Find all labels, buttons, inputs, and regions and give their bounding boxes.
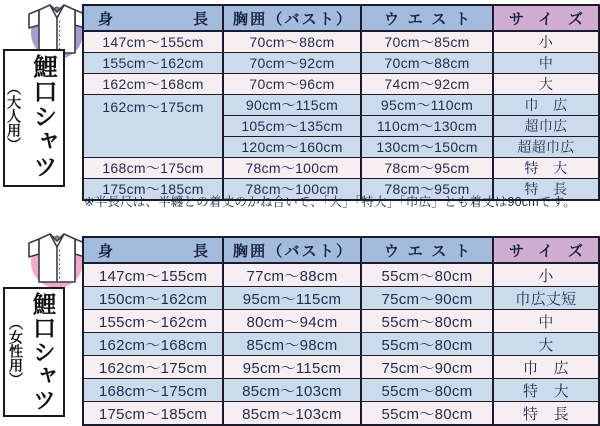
cell-bust: 70cm～96cm (223, 74, 361, 95)
cell-height: 162cm～175cm (83, 356, 223, 379)
cell-size: 大 (493, 74, 599, 95)
cell-height: 175cm～185cm (83, 402, 223, 426)
table-row (83, 95, 599, 116)
cell-bust: 78cm～100cm (223, 158, 361, 179)
cell-waist: 110cm～130cm (361, 116, 493, 137)
cell-waist: 130cm～150cm (361, 137, 493, 158)
column-header-bust: 胸囲（バスト） (223, 5, 361, 31)
cell-waist: 74cm～92cm (361, 74, 493, 95)
table-row (83, 263, 599, 287)
table-row (83, 74, 599, 95)
koikuchi-shirt-icon (26, 230, 90, 290)
cell-height: 155cm～162cm (83, 310, 223, 333)
cell-height: 162cm～175cm (83, 95, 223, 158)
cell-waist: 55cm～80cm (361, 333, 493, 356)
cell-height: 168cm～175cm (83, 379, 223, 402)
table-row (83, 310, 599, 333)
cell-waist: 55cm～80cm (361, 310, 493, 333)
cell-size: 特 大 (493, 379, 599, 402)
cell-height: 168cm～175cm (83, 158, 223, 179)
product-subtitle: （女性用） (8, 316, 24, 386)
cell-height: 175cm～185cm (83, 179, 223, 201)
cell-height: 150cm～162cm (83, 287, 223, 310)
sizing-table-adult (82, 4, 600, 201)
cell-height: 147cm～155cm (83, 31, 223, 53)
table-row (83, 333, 599, 356)
cell-waist: 55cm～80cm (361, 402, 493, 426)
cell-size: 大 (493, 333, 599, 356)
cell-waist: 95cm～110cm (361, 95, 493, 116)
footnote: ※半長尺は、半纏との着丈のかね合いで、「大」「特大」「巾広」とも着丈は90cmです。 (84, 195, 576, 209)
cell-size: 超巾広 (493, 116, 599, 137)
cell-height: 162cm～168cm (83, 333, 223, 356)
column-header-size: サイズ (493, 5, 599, 31)
cell-waist: 75cm～90cm (361, 356, 493, 379)
cell-bust: 95cm～115cm (223, 287, 361, 310)
cell-bust: 78cm～100cm (223, 179, 361, 201)
cell-bust: 85cm～103cm (223, 379, 361, 402)
cell-bust: 105cm～135cm (223, 116, 361, 137)
table-row (83, 31, 599, 53)
header-row (83, 5, 599, 31)
cell-size: 超超巾広 (493, 137, 599, 158)
table-row (83, 53, 599, 74)
cell-waist: 78cm～95cm (361, 179, 493, 201)
cell-bust: 70cm～88cm (223, 31, 361, 53)
sizing-table-women (82, 236, 600, 426)
cell-size: 特 長 (493, 402, 599, 426)
table-row (83, 379, 599, 402)
table-row (83, 158, 599, 179)
table-row (83, 402, 599, 426)
cell-height: 147cm～155cm (83, 263, 223, 287)
cell-size: 小 (493, 263, 599, 287)
product-label-women (3, 287, 65, 417)
cell-size: 巾広丈短 (493, 287, 599, 310)
column-header-height: 身長 (83, 237, 223, 263)
cell-size: 特 長 (493, 179, 599, 201)
cell-height: 155cm～162cm (83, 53, 223, 74)
product-label-adult (3, 49, 65, 187)
cell-waist: 70cm～85cm (361, 31, 493, 53)
cell-bust: 85cm～98cm (223, 333, 361, 356)
cell-waist: 78cm～95cm (361, 158, 493, 179)
cell-bust: 90cm～115cm (223, 95, 361, 116)
cell-bust: 95cm～115cm (223, 356, 361, 379)
product-title: 鯉口シャツ (30, 292, 56, 412)
cell-size: 中 (493, 53, 599, 74)
cell-bust: 70cm～92cm (223, 53, 361, 74)
table-row (83, 356, 599, 379)
cell-size: 小 (493, 31, 599, 53)
table-row (83, 287, 599, 310)
cell-waist: 55cm～80cm (361, 379, 493, 402)
column-header-size: サイズ (493, 237, 599, 263)
column-header-waist: ウエスト (361, 5, 493, 31)
column-header-waist: ウエスト (361, 237, 493, 263)
cell-waist: 75cm～90cm (361, 287, 493, 310)
cell-size: 巾 広 (493, 95, 599, 116)
cell-size: 特 大 (493, 158, 599, 179)
cell-bust: 80cm～94cm (223, 310, 361, 333)
product-title: 鯉口シャツ (29, 54, 56, 179)
cell-height: 162cm～168cm (83, 74, 223, 95)
cell-size: 巾 広 (493, 356, 599, 379)
cell-bust: 120cm～160cm (223, 137, 361, 158)
product-subtitle: （大人用） (6, 81, 22, 151)
column-header-height: 身長 (83, 5, 223, 31)
column-header-bust: 胸囲（バスト） (223, 237, 361, 263)
cell-waist: 55cm～80cm (361, 263, 493, 287)
cell-bust: 85cm～103cm (223, 402, 361, 426)
header-row (83, 237, 599, 263)
cell-size: 中 (493, 310, 599, 333)
cell-waist: 70cm～88cm (361, 53, 493, 74)
cell-bust: 77cm～88cm (223, 263, 361, 287)
